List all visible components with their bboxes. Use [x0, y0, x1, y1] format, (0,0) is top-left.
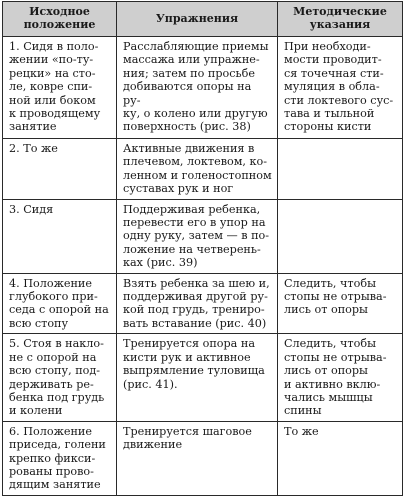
cell-notes: [278, 139, 403, 200]
cell-exercises: Тренируется опора на кисти рук и активное выпрямление туловища (рис. 41).: [117, 334, 278, 421]
cell-position: 4. Положение глубокого при- седа с опорой на всю стопу: [3, 273, 117, 334]
table-row: [3, 199, 403, 273]
cell-position: 1. Сидя в поло- жении «по-ту- рецки» на сто- ле, ковре спи- ной или боком к проводящему занятие: [3, 37, 117, 139]
table-row: [3, 273, 403, 334]
cell-exercises: Взять ребенка за шею и, поддерживая другой ру- кой под грудь, трениро- вать вставание (рис. 40): [117, 273, 278, 334]
cell-position: 3. Сидя: [3, 199, 117, 273]
table-row: [3, 37, 403, 139]
cell-exercises: Расслабляющие приемы массажа или упражне- ния; затем по просьбе добиваются опоры на ру- ку, о колено или другую поверхность (рис. 38): [117, 37, 278, 139]
cell-notes: Следить, чтобы стопы не отрыва- лись от опоры и активно вклю- чались мышцы спины: [278, 334, 403, 421]
cell-notes: [278, 199, 403, 273]
header-position: Исходное положение: [3, 2, 117, 37]
exercise-table: [2, 1, 403, 496]
cell-notes: То же: [278, 421, 403, 495]
cell-exercises: Тренируется шаговое движение: [117, 421, 278, 495]
header-notes: Методические указания: [278, 2, 403, 37]
table-row: [3, 334, 403, 421]
cell-position: 2. То же: [3, 139, 117, 200]
cell-notes: Следить, чтобы стопы не отрыва- лись от опоры: [278, 273, 403, 334]
cell-exercises: Поддерживая ребенка, перевести его в упор на одну руку, затем — в по- ложение на четверень- ках (рис. 39): [117, 199, 278, 273]
cell-exercises: Активные движения в плечевом, локтевом, ко- ленном и голеностопном суставах рук и ног: [117, 139, 278, 200]
table-row: [3, 139, 403, 200]
cell-position: 5. Стоя в накло- не с опорой на всю стопу, под- держивать ре- бенка под грудь и колени: [3, 334, 117, 421]
table-header-row: [3, 2, 403, 37]
header-exercises: Упражнения: [117, 2, 278, 37]
cell-position: 6. Положение приседа, голени крепко фикси- рованы прово- дящим занятие: [3, 421, 117, 495]
table-row: [3, 421, 403, 495]
cell-notes: При необходи- мости проводит- ся точечная сти- муляция в обла- сти локтевого сус- тава и тыльной стороны кисти: [278, 37, 403, 139]
